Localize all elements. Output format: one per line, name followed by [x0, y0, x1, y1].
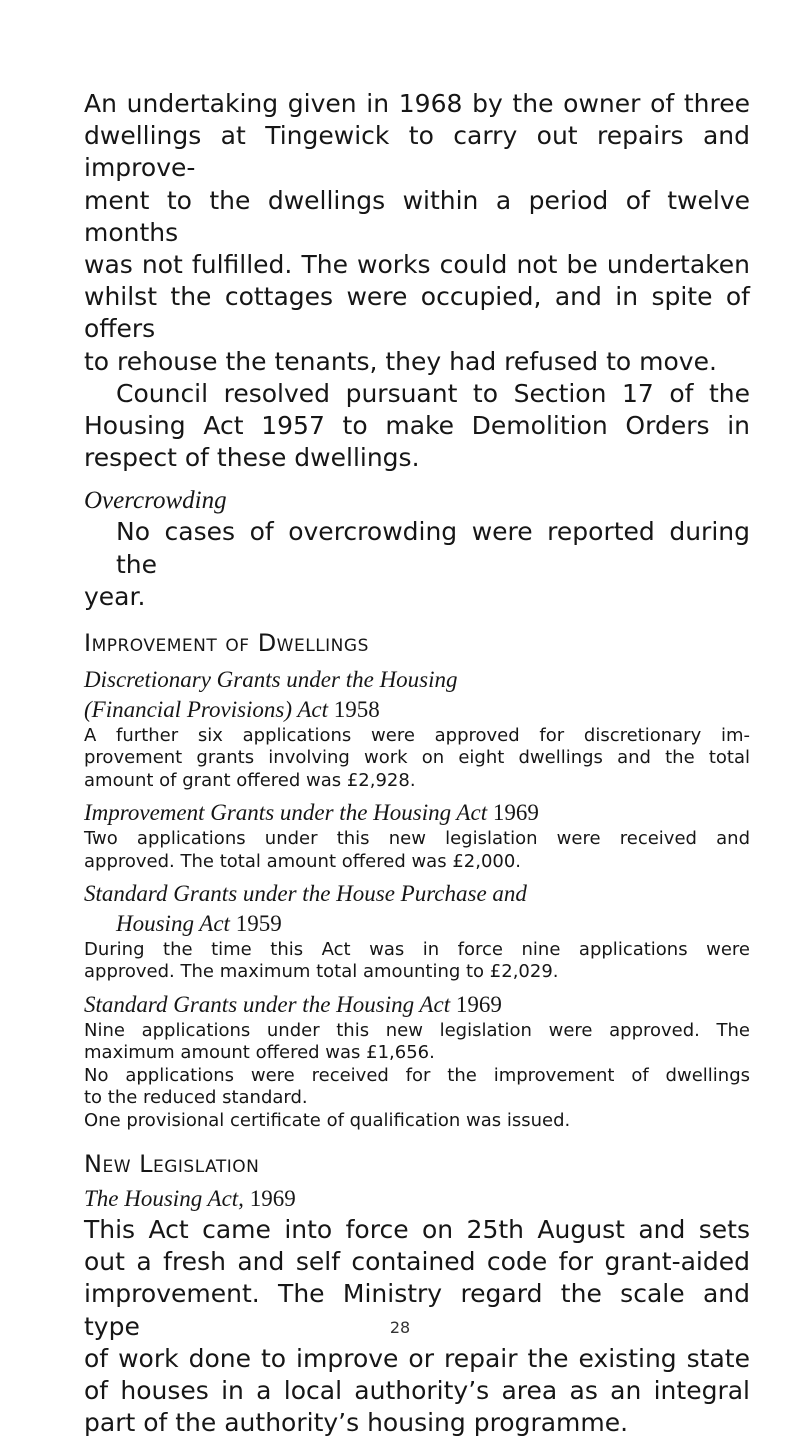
- standard-1969-title-text: Standard Grants under the Housing Act: [84, 991, 451, 1017]
- standard-1959-title-text: Housing Act: [116, 911, 230, 937]
- text-line: provement grants involving work on eight dwellings and the total: [84, 747, 750, 769]
- text-line: improvement. The Ministry regard the scale and type: [84, 1279, 750, 1341]
- text-line: approved. The total amount offered was £2,000.: [84, 850, 522, 872]
- section-heading-improvement: Improvement of Dwellings: [84, 629, 369, 658]
- text-line: No cases of overcrowding were reported during the: [116, 517, 750, 579]
- text-line: During the time this Act was in force nine applications were: [84, 939, 750, 961]
- text-line: whilst the cottages were occupied, and in spite of offers: [84, 282, 750, 344]
- intro-paragraph: [84, 88, 750, 378]
- text-line: This Act came into force on 25th August and sets: [84, 1214, 750, 1244]
- council-paragraph: [84, 378, 750, 475]
- page-number: 28: [389, 1318, 411, 1337]
- text-line: to the reduced standard.: [84, 1087, 308, 1109]
- standard-1959-title-line2: [84, 909, 750, 939]
- overcrowding-heading: Overcrowding: [84, 487, 227, 515]
- standard-1959-paragraph: [84, 939, 750, 984]
- standard-1969-title: [84, 990, 750, 1020]
- housing-act-title-text: The Housing Act,: [84, 1185, 244, 1211]
- section-heading-new-legislation: New Legislation: [84, 1149, 260, 1178]
- housing-act-1969-title: [84, 1184, 750, 1214]
- standard-1959-title-line1: Standard Grants under the House Purchase and: [84, 881, 527, 907]
- text-line: No applications were received for the improvement of dwellings: [84, 1064, 750, 1086]
- text-line: out a fresh and self contained code for grant-aided: [84, 1247, 750, 1277]
- improvement-1969-paragraph: [84, 828, 750, 873]
- text-line: An undertaking given in 1968 by the owner of three: [84, 89, 750, 118]
- text-line: dwellings at Tingewick to carry out repairs and improve-: [84, 121, 750, 183]
- text-line: A further six applications were approved for discretionary im-: [84, 725, 750, 747]
- discretionary-paragraph: [84, 725, 750, 792]
- housing-act-year: 1969: [249, 1185, 296, 1211]
- text-line: Council resolved pursuant to Section 17 of the: [116, 378, 750, 408]
- text-line: Housing Act 1957 to make Demolition Orders in: [84, 411, 750, 441]
- text-line: maximum amount offered was £1,656.: [84, 1042, 435, 1064]
- text-line: respect of these dwellings.: [84, 443, 420, 473]
- overcrowding-paragraph: [84, 516, 750, 613]
- text-line: to rehouse the tenants, they had refused to move.: [84, 346, 717, 376]
- discretionary-title-line2: [84, 695, 750, 725]
- improvement-1969-title-text: Improvement Grants under the Housing Act: [84, 800, 488, 826]
- improvement-1969-title: [84, 798, 750, 828]
- text-line: was not fulfilled. The works could not be undertaken: [84, 250, 750, 280]
- discretionary-title-year: 1958: [333, 697, 380, 723]
- text-line: year.: [84, 581, 146, 611]
- text-line: Nine applications under this new legislation were approved. The: [84, 1019, 750, 1041]
- text-line: part of the authority’s housing programme.: [84, 1408, 629, 1438]
- text-line: ment to the dwellings within a period of twelve months: [84, 185, 750, 247]
- discretionary-title-act: (Financial Provisions) Act: [84, 697, 329, 723]
- text-line: amount of grant offered was £2,928.: [84, 769, 416, 791]
- standard-1959-year: 1959: [235, 911, 282, 937]
- text-line: of work done to improve or repair the existing state: [84, 1343, 750, 1373]
- standard-1969-paragraph: [84, 1020, 750, 1132]
- text-line: Two applications under this new legislation were received and: [84, 828, 750, 850]
- text-line: One provisional certificate of qualification was issued.: [84, 1109, 571, 1131]
- text-line: approved. The maximum total amounting to £2,029.: [84, 961, 559, 983]
- standard-1969-year: 1969: [455, 991, 502, 1017]
- improvement-1969-year: 1969: [492, 800, 539, 826]
- text-line: of houses in a local authority’s area as an integral: [84, 1375, 750, 1405]
- discretionary-title-line1: Discretionary Grants under the Housing: [84, 667, 458, 693]
